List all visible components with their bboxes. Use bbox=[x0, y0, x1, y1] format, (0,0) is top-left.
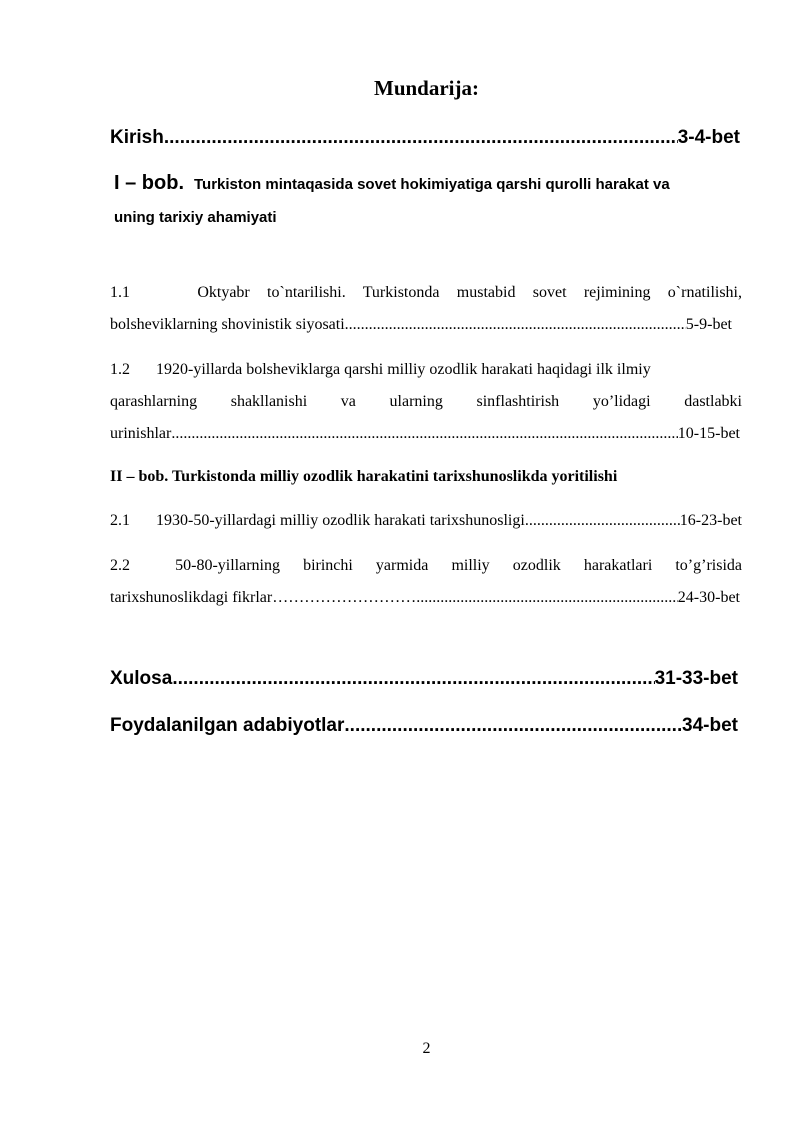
toc-entry-1-1-line2[interactable] bbox=[110, 316, 732, 334]
toc-entry-page: 24-30-bet bbox=[677, 589, 740, 606]
toc-entry-page: 3-4-bet bbox=[677, 127, 740, 148]
toc-entry-page: 31-33-bet bbox=[654, 668, 738, 689]
toc-entry-label: Kirish bbox=[110, 127, 164, 148]
section-number: 1.1 bbox=[110, 284, 130, 301]
toc-entry-2-1[interactable] bbox=[110, 512, 742, 530]
toc-entry-2-2[interactable] bbox=[110, 557, 742, 575]
dot-leader bbox=[172, 668, 654, 690]
section-text: 1930-50-yillardagi milliy ozodlik harakati tarixshunosligi bbox=[156, 512, 525, 529]
toc-entry-label: Xulosa bbox=[110, 668, 173, 689]
toc-entry-page: 10-15-bet bbox=[677, 425, 740, 442]
section-text: bolsheviklarning shovinistik siyosati bbox=[110, 316, 345, 333]
section-number: 1.2 bbox=[110, 361, 130, 378]
section-text: tarixshunoslikdagi fikrlar bbox=[110, 589, 273, 606]
section-number: 2.2 bbox=[110, 557, 130, 574]
toc-entry-2-2-line2[interactable] bbox=[110, 589, 740, 607]
toc-entry-1-2-line3[interactable] bbox=[110, 425, 740, 443]
toc-entry-intro[interactable] bbox=[110, 127, 740, 149]
section-text: urinishlar bbox=[110, 425, 172, 442]
toc-entry-1-2[interactable] bbox=[110, 361, 651, 379]
dot-leader bbox=[171, 425, 677, 443]
section-text: 50-80-yillarning birinchi yarmida milliy ozodlik harakatlari to’g’risida bbox=[175, 557, 743, 574]
toc-entry-conclusion[interactable] bbox=[110, 668, 738, 690]
toc-entry-references[interactable] bbox=[110, 715, 738, 737]
chapter-1-title: Turkiston mintaqasida sovet hokimiyatiga qarshi qurolli harakat va bbox=[194, 176, 670, 193]
dot-leader bbox=[416, 589, 678, 607]
section-text: 1920-yillarda bolsheviklarga qarshi milliy ozodlik harakati haqidagi ilk ilmiy bbox=[156, 361, 651, 378]
dot-leader bbox=[344, 715, 682, 737]
toc-entry-page: 5-9-bet bbox=[685, 316, 732, 333]
dot-leader bbox=[164, 127, 678, 149]
toc-entry-page: 16-23-bet bbox=[679, 512, 742, 529]
dot-leader bbox=[345, 316, 686, 334]
section-text: Oktyabr to`ntarilishi. Turkistonda mustabid sovet rejimining o`rnatilishi, bbox=[197, 284, 743, 301]
chapter-2-heading[interactable]: II – bob. Turkistonda milliy ozodlik harakatini tarixshunoslikda yoritilishi bbox=[110, 468, 618, 485]
section-number: 2.1 bbox=[110, 512, 130, 529]
toc-title: Mundarija: bbox=[374, 76, 479, 100]
toc-entry-1-1[interactable] bbox=[110, 284, 742, 302]
ellipsis-leader: ……………………… bbox=[272, 589, 417, 606]
chapter-1-title-continued: uning tarixiy ahamiyati bbox=[114, 209, 277, 226]
dot-leader bbox=[525, 512, 680, 530]
toc-entry-label: Foydalanilgan adabiyotlar bbox=[110, 715, 345, 736]
chapter-1-heading[interactable] bbox=[114, 172, 744, 195]
toc-entry-1-2-line2: qarashlarning shakllanishi va ularning sinflashtirish yo’lidagi dastlabki bbox=[110, 393, 742, 410]
page-number: 2 bbox=[422, 1040, 431, 1057]
toc-entry-page: 34-bet bbox=[682, 715, 738, 736]
chapter-1-number: I – bob. bbox=[114, 172, 184, 194]
